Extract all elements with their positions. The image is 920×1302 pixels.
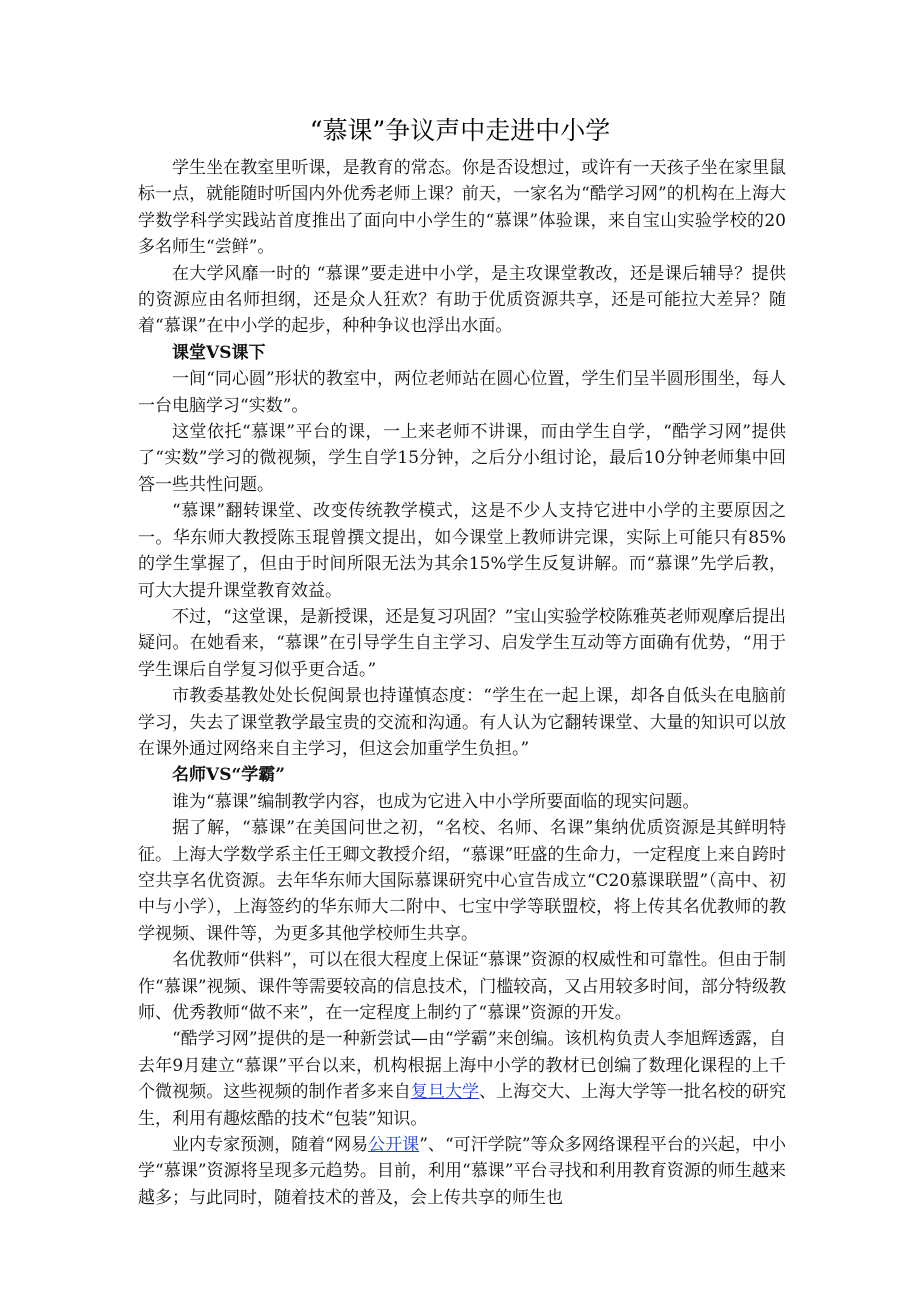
paragraph-with-link — [138, 1132, 786, 1211]
paragraph-with-link — [138, 1026, 786, 1132]
paragraph-text: 、上海交大、上海大学等一批名校的研究生，利用有趣炫酷的技术“包装”知识。 — [138, 1082, 787, 1129]
fudan-university-link[interactable]: 复旦大学 — [410, 1082, 480, 1103]
section-heading: 课堂VS课下 — [172, 342, 266, 363]
paragraph: 学生坐在教室里听课，是教育的常态。你是否设想过，或许有一天孩子坐在家里鼠标一点，就能随时听国内外优秀老师上课？前天，一家名为“酷学习网”的机构在上海大学数学科学实践站首度推出了面向中小学生的“慕课”体验课，来自宝山实验学校的20多名师生“尝鲜”。 — [138, 158, 786, 258]
paragraph: 这堂依托“慕课”平台的课，一上来老师不讲课，而由学生自学，“酷学习网”提供了“实数”学习的微视频，学生自学15分钟，之后分小组讨论，最后10分钟老师集中回答一些共性问题。 — [138, 422, 786, 495]
paragraph-text: 业内专家预测，随着“网易 — [172, 1135, 369, 1156]
paragraph: 名优教师“供料”，可以在很大程度上保证“慕课”资源的权威性和可靠性。但由于制作“慕课”视频、课件等需要较高的信息技术，门槛较高，又占用较多时间，部分特级教师、优秀教师“做不来”，在一定程度上制约了“慕课”资源的开发。 — [138, 950, 786, 1023]
paragraph: 不过，“这堂课，是新授课，还是复习巩固？”宝山实验学校陈雅英老师观摩后提出疑问。在她看来，“慕课”在引导学生自主学习、启发学生互动等方面确有优势，“用于学生课后自学复习似乎更合适。” — [138, 606, 786, 680]
open-course-link[interactable]: 公开课 — [368, 1135, 420, 1156]
paragraph: 据了解，“慕课”在美国问世之初，“名校、名师、名课”集纳优质资源是其鲜明特征。上海大学数学系主任王卿文教授介绍，“慕课”旺盛的生命力，一定程度上来自跨时空共享名优资源。去年华东师大国际慕课研究中心宣告成立“C20慕课联盟”（高中、初中与小学），上海签约的华东师大二附中、七宝中学等联盟校，将上传其名优教师的教学视频、课件等，为更多其他学校师生共享。 — [138, 818, 786, 944]
paragraph: 一间“同心圆”形状的教室中，两位老师站在圆心位置，学生们呈半圆形围坐，每人一台电脑学习“实数”。 — [138, 369, 786, 416]
paragraph: 谁为“慕课”编制教学内容，也成为它进入中小学所要面临的现实问题。 — [172, 791, 700, 812]
document-title: “慕课”争议声中走进中小学 — [309, 116, 611, 145]
paragraph: “慕课”翻转课堂、改变传统教学模式，这是不少人支持它进中小学的主要原因之一。华东师大教授陈玉琨曾撰文提出，如今课堂上教师讲完课，实际上可能只有85%的学生掌握了，但由于时间所限无法为其余15%学生反复讲解。而“慕课”先学后教，可大大提升课堂教育效益。 — [138, 501, 786, 601]
document-body — [138, 155, 786, 1211]
paragraph-text: “酷学习网”提供的是一种新尝试—由“学霸”来创编。该机构负责人李旭辉透露，自去年9月建立“慕课”平台以来，机构根据上海中小学的教材已创编了数理化课程的上千个微视频。这些视频的制作者多来自 — [138, 1029, 786, 1103]
paragraph: 在大学风靡一时的 “慕课”要走进中小学，是主攻课堂教改，还是课后辅导？提供的资源应由名师担纲，还是众人狂欢？有助于优质资源共享，还是可能拉大差异？随着“慕课”在中小学的起步，种种争议也浮出水面。 — [138, 263, 786, 337]
paragraph-text: ”、“可汗学院”等众多网络课程平台的兴起，中小学“慕课”资源将呈现多元趋势。目前，利用“慕课”平台寻找和利用教育资源的师生越来越多；与此同时，随着技术的普及，会上传共享的师生也 — [138, 1135, 786, 1208]
paragraph: 市教委基教处处长倪闽景也持谨慎态度：“学生在一起上课，却各自低头在电脑前学习，失去了课堂教学最宝贵的交流和沟通。有人认为它翻转课堂、大量的知识可以放在课外通过网络来自主学习，但这会加重学生负担。” — [138, 686, 786, 759]
section-heading: 名师VS“学霸” — [172, 765, 286, 786]
